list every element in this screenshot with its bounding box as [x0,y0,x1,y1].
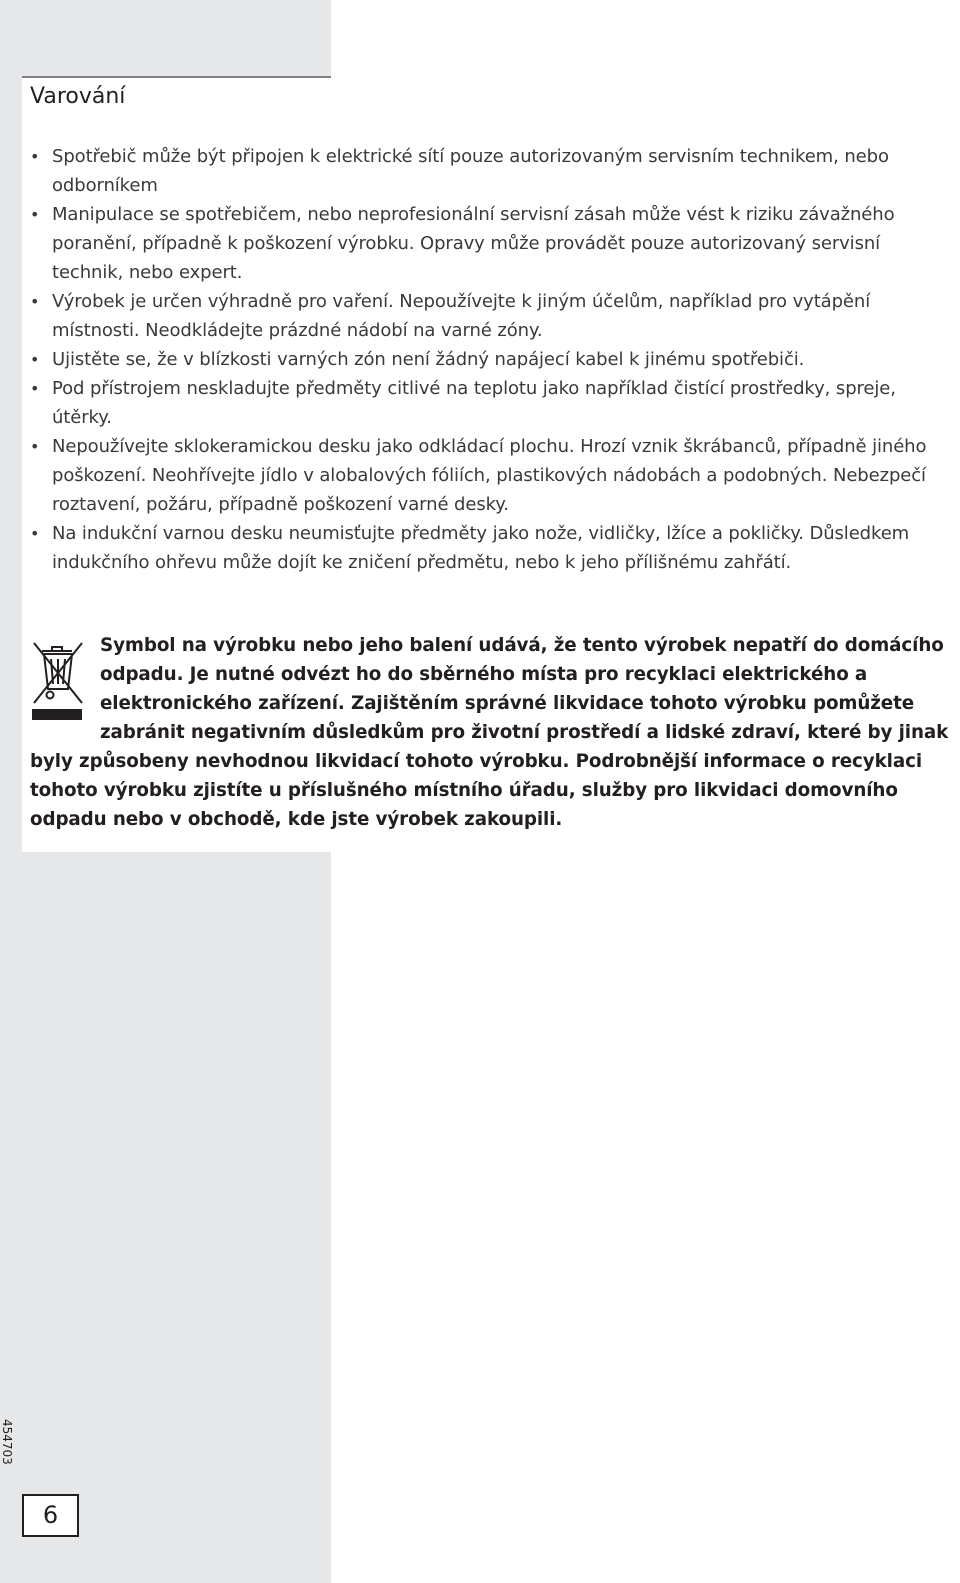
heading-rule [22,76,331,78]
warning-item [22,374,952,432]
bullet: • [30,437,40,456]
warning-text: Manipulace se spotřebičem, nebo neprofesionální servisní zásah může vést k riziku závažného poranění, případně k poškození výrobku. Opravy může provádět pouze autorizovaný servisní technik, nebo expert. [52,204,895,283]
crossed-out-wheelie-bin-icon [30,637,86,727]
warning-item [22,287,952,345]
bullet: • [30,292,40,311]
warning-text: Výrobek je určen výhradně pro vaření. Nepoužívejte k jiným účelům, například pro vytápění místnosti. Neodkládejte prázdné nádobí na varné zóny. [52,291,871,341]
warning-text: Pod přístrojem neskladujte předměty citlivé na teplotu jako například čistící prostředky, spreje, útěrky. [52,378,896,428]
warning-item [22,345,952,374]
bullet: • [30,379,40,398]
bullet: • [30,524,40,543]
document-code [0,1419,14,1479]
page-number: 6 [22,1494,79,1537]
content-panel [22,76,960,852]
document-code-text: 454703 [0,1419,14,1465]
warning-text: Spotřebič může být připojen k elektrické sítí pouze autorizovaným servisním technikem, nebo odborníkem [52,146,889,196]
warning-text: Ujistěte se, že v blízkosti varných zón není žádný napájecí kabel k jinému spotřebiči. [52,349,805,370]
warning-text: Nepoužívejte sklokeramickou desku jako odkládací plochu. Hrozí vznik škrábanců, případně jiného poškození. Neohřívejte jídlo v alobalových fóliích, plastikových nádobách a podobných. Nebezpečí roztavení, požáru, případně poškození varné desky. [52,436,927,515]
warning-item [22,142,952,200]
section-heading: Varování [30,84,126,109]
warning-list [22,142,952,577]
bullet: • [30,147,40,166]
warning-text: Na indukční varnou desku neumisťujte předměty jako nože, vidličky, lžíce a pokličky. Důsledkem indukčního ohřevu může dojít ke zničení předmětu, nebo k jeho přílišnému zahřátí. [52,523,910,573]
weee-text: Symbol na výrobku nebo jeho balení udává, že tento výrobek nepatří do domácího odpadu. Je nutné odvézt ho do sběrného místa pro recyklaci elektrického a elektronického zařízení. Zajištěním správné likvidace tohoto výrobku pomůžete zabránit negativním důsledkům pro životní prostředí a lidské zdraví, které by jinak byly způsobeny nevhodnou likvidací tohoto výrobku. Podrobnější informace o recyklaci tohoto výrobku zjistíte u příslušného místního úřadu, služby pro likvidaci domovního odpadu nebo v obchodě, kde jste výrobek zakoupili. [30,635,949,830]
warning-item [22,200,952,287]
warning-item [22,519,952,577]
weee-notice [30,631,954,834]
bullet: • [30,350,40,369]
warning-item [22,432,952,519]
bullet: • [30,205,40,224]
